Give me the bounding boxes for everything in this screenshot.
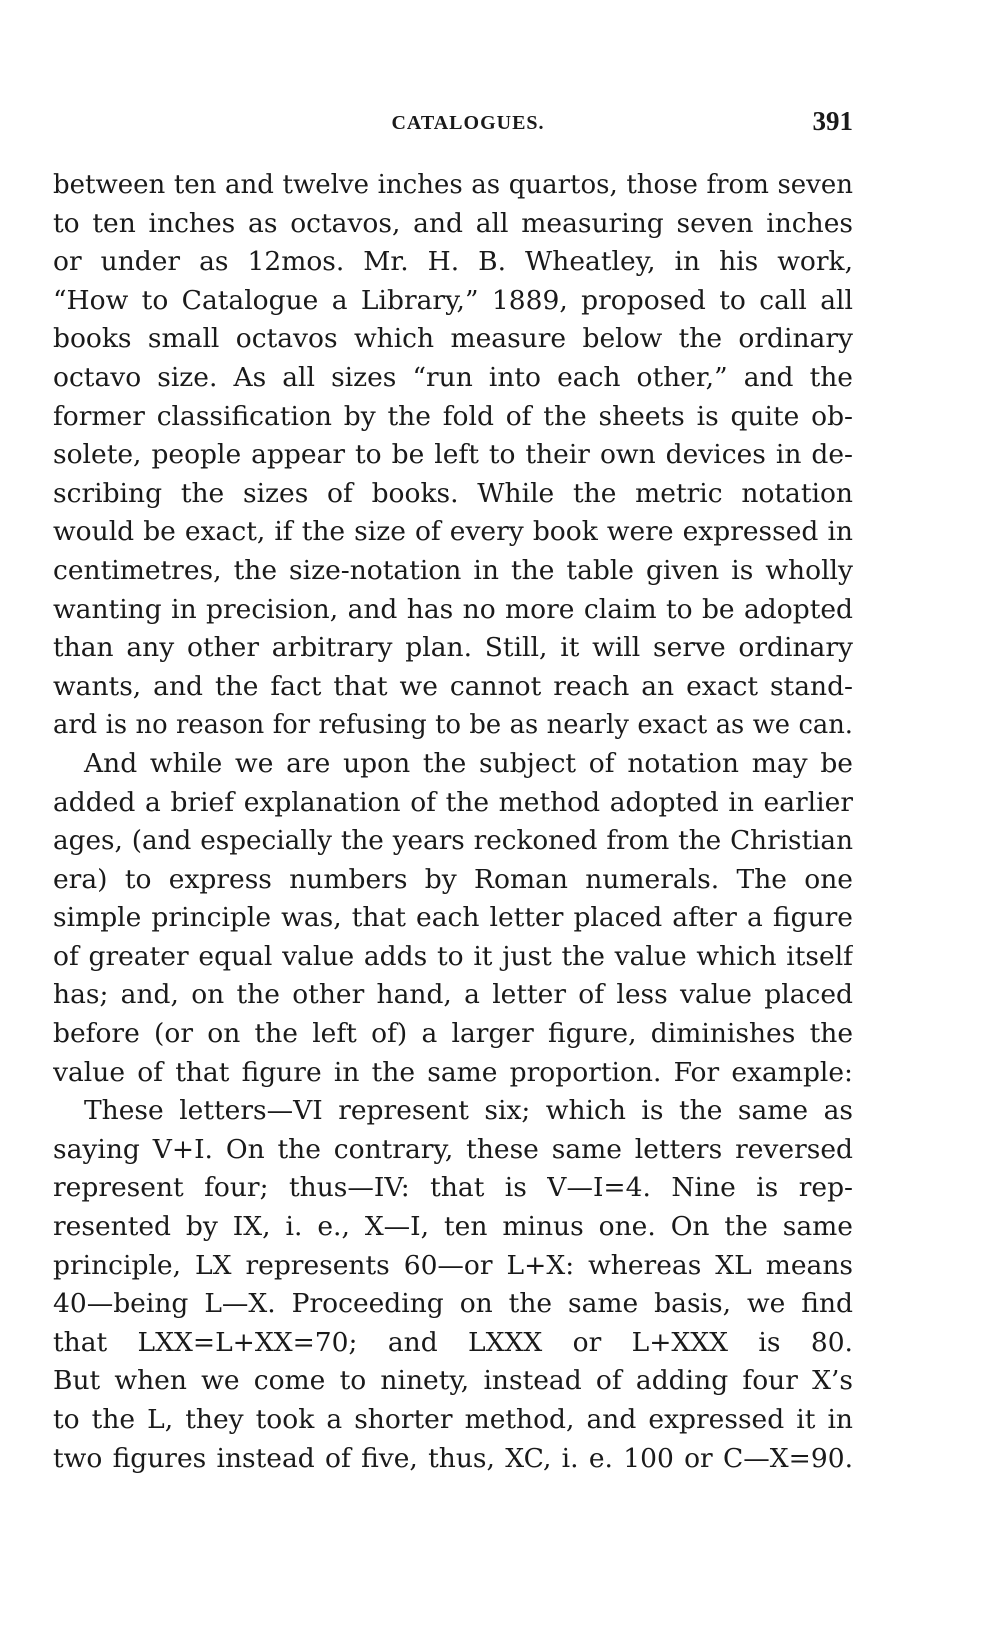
text-line: wanting in precision, and has no more claim to be adopted (53, 593, 853, 625)
paragraph-start-line: And while we are upon the subject of notation may be (84, 747, 853, 779)
text-line: added a brief explanation of the method adopted in earlier (53, 786, 853, 818)
text-line: era) to express numbers by Roman numerals. The one (53, 863, 853, 895)
text-line: value of that figure in the same proportion. For example: (53, 1056, 853, 1088)
text-line: solete, people appear to be left to their own devices in de- (53, 439, 853, 471)
text-line: than any other arbitrary plan. Still, it will serve ordinary (53, 632, 853, 664)
text-line: to the L, they took a shorter method, and expressed it in (53, 1404, 853, 1435)
text-line: before (or on the left of) a larger figure, diminishes the (53, 1018, 853, 1050)
text-line: “How to Catalogue a Library,” 1889, proposed to call all (53, 284, 853, 316)
text-line: to ten inches as octavos, and all measuring seven inches (53, 207, 853, 239)
body-text (53, 166, 853, 1478)
text-line: or under as 12mos. Mr. H. B. Wheatley, in his work, (53, 246, 853, 278)
text-line: simple principle was, that each letter placed after a figure (53, 902, 853, 934)
text-line: two figures instead of five, thus, XC, i. e. 100 or C—X=90. (53, 1442, 853, 1474)
text-line: But when we come to ninety, instead of adding four X’s (53, 1365, 853, 1397)
text-line: that LXX=L+XX=70; and LXXX or L+XXX is 80. (53, 1326, 853, 1358)
text-line: 40—being L—X. Proceeding on the same basis, we find (53, 1288, 853, 1320)
text-line: ard is no reason for refusing to be as nearly exact as we can. (53, 710, 853, 741)
text-line: saying V+I. On the contrary, these same letters reversed (53, 1133, 853, 1165)
text-line: centimetres, the size-notation in the table given is wholly (53, 554, 853, 586)
text-line: principle, LX represents 60—or L+X: whereas XL means (53, 1249, 853, 1281)
text-line: scribing the sizes of books. While the metric notation (53, 477, 853, 509)
text-line: former classification by the fold of the sheets is quite ob- (53, 400, 853, 432)
page-header (53, 106, 853, 140)
text-line: would be exact, if the size of every book were expressed in (53, 516, 853, 548)
text-line: octavo size. As all sizes “run into each other,” and the (53, 361, 853, 393)
text-line: ages, (and especially the years reckoned from the Christian (53, 826, 853, 857)
running-head: CATALOGUES. (391, 112, 545, 134)
text-line: of greater equal value adds to it just the value which itself (53, 940, 853, 972)
text-line: resented by IX, i. e., X—I, ten minus one. On the same (53, 1211, 853, 1243)
text-line: books small octavos which measure below the ordinary (53, 323, 853, 355)
text-line: represent four; thus—IV: that is V—I=4. Nine is rep- (53, 1172, 853, 1204)
text-line: between ten and twelve inches as quartos, those from seven (53, 170, 853, 200)
text-line: has; and, on the other hand, a letter of less value placed (53, 979, 853, 1011)
text-line: wants, and the fact that we cannot reach an exact stand- (53, 670, 853, 702)
paragraph-start-line: These letters—VI represent six; which is the same as (84, 1095, 853, 1127)
page-number: 391 (812, 106, 853, 136)
